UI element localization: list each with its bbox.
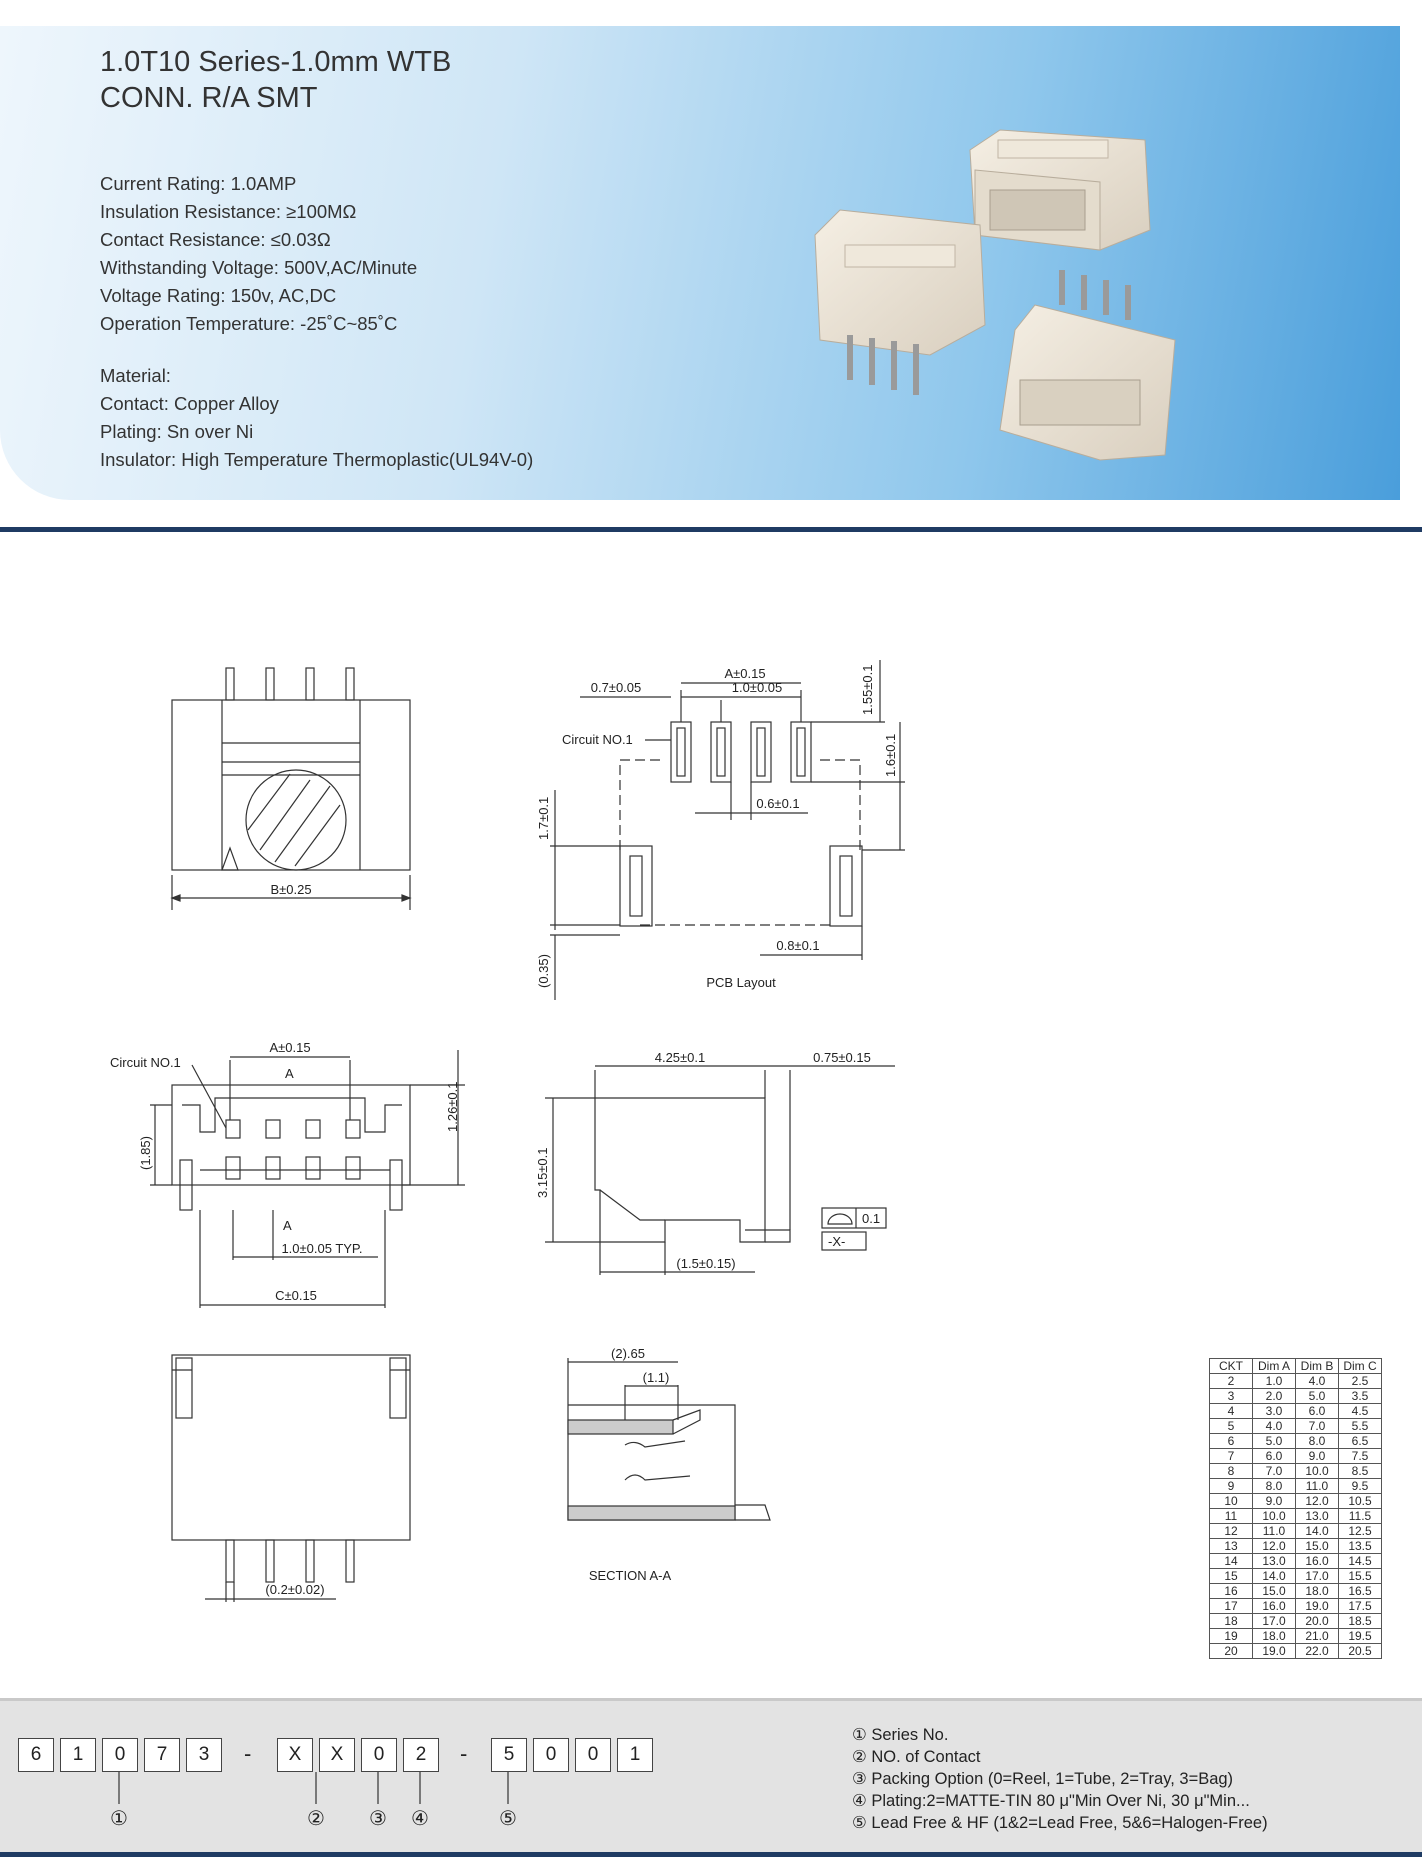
table-cell: 3.0 — [1253, 1404, 1296, 1419]
dimension-table-row — [1210, 1374, 1382, 1389]
datum-x: -X- — [828, 1234, 846, 1249]
table-cell: 11.0 — [1253, 1524, 1296, 1539]
front-pitch-typ: 1.0±0.05 TYP. — [281, 1241, 363, 1256]
table-cell: 5.0 — [1253, 1434, 1296, 1449]
marker-1: ① — [110, 1808, 128, 1830]
dimension-table-row — [1210, 1449, 1382, 1464]
table-cell: 11.0 — [1296, 1479, 1339, 1494]
table-cell: 7.0 — [1253, 1464, 1296, 1479]
table-cell: 14.0 — [1253, 1569, 1296, 1584]
table-cell: 6.5 — [1339, 1434, 1382, 1449]
pcb-slot-width: 0.6±0.1 — [756, 796, 800, 811]
table-cell: 8 — [1210, 1464, 1253, 1479]
dim-b-label: B±0.25 — [270, 882, 312, 897]
table-cell: 6.0 — [1253, 1449, 1296, 1464]
dimension-table — [1209, 1358, 1382, 1659]
side-dim-315: 3.15±0.1 — [535, 1147, 550, 1198]
table-cell: 19 — [1210, 1629, 1253, 1644]
side-dim-15: (1.5±0.15) — [676, 1256, 736, 1271]
dimension-table-row — [1210, 1599, 1382, 1614]
title-line-1: 1.0T10 Series-1.0mm WTB — [100, 46, 452, 78]
dimension-table-row — [1210, 1644, 1382, 1659]
table-cell: 12.0 — [1253, 1539, 1296, 1554]
spec-voltage: Voltage Rating: 150v, AC,DC — [100, 285, 337, 306]
table-cell: 9.0 — [1296, 1449, 1339, 1464]
dimension-table-row — [1210, 1479, 1382, 1494]
pcb-dim-a: A±0.15 — [724, 666, 766, 681]
table-cell: 17.0 — [1296, 1569, 1339, 1584]
table-cell: 5.0 — [1296, 1389, 1339, 1404]
table-cell: 20 — [1210, 1644, 1253, 1659]
table-cell: 12.0 — [1296, 1494, 1339, 1509]
section-a-a-view — [568, 1346, 770, 1583]
section-caption: SECTION A-A — [588, 1568, 672, 1583]
page-title — [100, 44, 451, 116]
table-cell: 5 — [1210, 1419, 1253, 1434]
table-cell: 6 — [1210, 1434, 1253, 1449]
legend-item: ③ Packing Option (0=Reel, 1=Tube, 2=Tray, 3=Bag) — [852, 1770, 1234, 1788]
table-cell: 21.0 — [1296, 1629, 1339, 1644]
pn-digit: X — [277, 1738, 313, 1772]
top-view — [172, 668, 410, 910]
pn-digit: 6 — [18, 1738, 54, 1772]
material-insulator: Insulator: High Temperature Thermoplastic(UL94V-0) — [100, 449, 534, 470]
legend-item: ① Series No. — [852, 1726, 949, 1744]
pn-digit: 7 — [144, 1738, 180, 1772]
dimension-table-row — [1210, 1614, 1382, 1629]
front-view — [110, 1040, 465, 1308]
table-cell: 7.0 — [1296, 1419, 1339, 1434]
table-cell: 3.5 — [1339, 1389, 1382, 1404]
header-dim-a: Dim A — [1253, 1359, 1296, 1374]
table-cell: 8.0 — [1296, 1434, 1339, 1449]
table-cell: 14.0 — [1296, 1524, 1339, 1539]
table-cell: 12.5 — [1339, 1524, 1382, 1539]
table-cell: 9 — [1210, 1479, 1253, 1494]
table-cell: 11.5 — [1339, 1509, 1382, 1524]
table-cell: 19.0 — [1296, 1599, 1339, 1614]
table-cell: 4.0 — [1296, 1374, 1339, 1389]
section-mark-bottom: A — [283, 1218, 292, 1233]
table-cell: 20.5 — [1339, 1644, 1382, 1659]
dimension-table-row — [1210, 1389, 1382, 1404]
pn-digit: 0 — [102, 1738, 138, 1772]
tolerance-value: 0.1 — [862, 1211, 881, 1226]
dimension-table-row — [1210, 1554, 1382, 1569]
marker-3: ③ — [369, 1808, 387, 1830]
pcb-pad-width: 0.7±0.05 — [590, 680, 642, 695]
section-mark-top: A — [285, 1066, 294, 1081]
table-cell: 5.5 — [1339, 1419, 1382, 1434]
table-cell: 10.5 — [1339, 1494, 1382, 1509]
connector-photo-1 — [970, 130, 1150, 250]
legend-item: ② NO. of Contact — [852, 1748, 981, 1766]
pn-leader-lines — [0, 1772, 700, 1812]
table-cell: 10 — [1210, 1494, 1253, 1509]
table-cell: 15.0 — [1296, 1539, 1339, 1554]
table-cell: 6.0 — [1296, 1404, 1339, 1419]
front-dim-185: (1.85) — [138, 1136, 153, 1170]
table-cell: 4.0 — [1253, 1419, 1296, 1434]
material-plating: Plating: Sn over Ni — [100, 421, 254, 442]
bottom-dim-pin: (0.2±0.02) — [265, 1582, 325, 1597]
table-cell: 18.5 — [1339, 1614, 1382, 1629]
pcb-layout-caption: PCB Layout — [706, 975, 776, 990]
side-dim-075: 0.75±0.15 — [813, 1050, 871, 1065]
marker-4: ④ — [411, 1808, 429, 1830]
table-cell: 17.0 — [1253, 1614, 1296, 1629]
front-circuit-no1: Circuit NO.1 — [110, 1055, 181, 1070]
section-dim-11: (1.1) — [642, 1370, 670, 1385]
table-cell: 12 — [1210, 1524, 1253, 1539]
pn-dash: - — [460, 1741, 468, 1766]
spec-temperature: Operation Temperature: -25˚C~85˚C — [100, 313, 398, 334]
header-ckt: CKT — [1210, 1359, 1253, 1374]
table-cell: 17.5 — [1339, 1599, 1382, 1614]
spec-list — [100, 170, 417, 338]
legend-item: ④ Plating:2=MATTE-TIN 80 μ"Min Over Ni, 30 μ"Min... — [852, 1792, 1250, 1810]
table-cell: 13.0 — [1253, 1554, 1296, 1569]
title-line-2: CONN. R/A SMT — [100, 82, 318, 114]
table-cell: 18 — [1210, 1614, 1253, 1629]
side-dim-425: 4.25±0.1 — [654, 1050, 706, 1065]
pcb-layout-view — [536, 660, 905, 1000]
dimension-table-row — [1210, 1419, 1382, 1434]
table-cell: 15.5 — [1339, 1569, 1382, 1584]
table-cell: 13.5 — [1339, 1539, 1382, 1554]
dimension-table-row — [1210, 1524, 1382, 1539]
table-cell: 19.0 — [1253, 1644, 1296, 1659]
pcb-pad-length: 1.55±0.1 — [860, 664, 875, 715]
connector-photo-3 — [1000, 270, 1175, 460]
side-view — [535, 1050, 895, 1275]
table-cell: 10.0 — [1253, 1509, 1296, 1524]
table-cell: 9.5 — [1339, 1479, 1382, 1494]
table-cell: 7.5 — [1339, 1449, 1382, 1464]
pn-digit: X — [319, 1738, 355, 1772]
table-cell: 8.5 — [1339, 1464, 1382, 1479]
table-cell: 7 — [1210, 1449, 1253, 1464]
front-dim-a: A±0.15 — [269, 1040, 311, 1055]
pcb-circuit-no1: Circuit NO.1 — [562, 732, 633, 747]
table-cell: 13.0 — [1296, 1509, 1339, 1524]
section-dim-265: (2).65 — [611, 1346, 645, 1361]
connector-photo-2 — [815, 210, 985, 395]
material-contact: Contact: Copper Alloy — [100, 393, 279, 414]
table-cell: 8.0 — [1253, 1479, 1296, 1494]
dimension-table-row — [1210, 1434, 1382, 1449]
dimension-table-header — [1210, 1359, 1382, 1374]
table-cell: 4.5 — [1339, 1404, 1382, 1419]
table-cell: 18.0 — [1296, 1584, 1339, 1599]
material-heading: Material: — [100, 365, 171, 386]
pn-digit: 0 — [533, 1738, 569, 1772]
pn-digit: 0 — [575, 1738, 611, 1772]
spec-insulation: Insulation Resistance: ≥100MΩ — [100, 201, 357, 222]
table-cell: 2 — [1210, 1374, 1253, 1389]
table-cell: 4 — [1210, 1404, 1253, 1419]
header-dim-b: Dim B — [1296, 1359, 1339, 1374]
table-cell: 20.0 — [1296, 1614, 1339, 1629]
table-cell: 18.0 — [1253, 1629, 1296, 1644]
front-dim-126: 1.26±0.1 — [445, 1081, 460, 1132]
legend-item: ⑤ Lead Free & HF (1&2=Lead Free, 5&6=Halogen-Free) — [852, 1814, 1268, 1832]
table-cell: 3 — [1210, 1389, 1253, 1404]
pn-dash: - — [244, 1741, 252, 1766]
marker-2: ② — [307, 1808, 325, 1830]
pn-digit: 1 — [617, 1738, 653, 1772]
pcb-dim-08: 0.8±0.1 — [776, 938, 820, 953]
dimension-table-row — [1210, 1539, 1382, 1554]
dimension-table-row — [1210, 1584, 1382, 1599]
pcb-pitch: 1.0±0.05 — [731, 680, 783, 695]
table-cell: 16.0 — [1296, 1554, 1339, 1569]
table-cell: 16.5 — [1339, 1584, 1382, 1599]
table-cell: 1.0 — [1253, 1374, 1296, 1389]
table-cell: 10.0 — [1296, 1464, 1339, 1479]
header-dim-c: Dim C — [1339, 1359, 1382, 1374]
pn-digit: 1 — [60, 1738, 96, 1772]
dimension-table-row — [1210, 1404, 1382, 1419]
product-photo — [800, 110, 1180, 470]
table-cell: 13 — [1210, 1539, 1253, 1554]
table-cell: 15 — [1210, 1569, 1253, 1584]
part-number-legend — [852, 1724, 1268, 1834]
marker-5: ⑤ — [499, 1808, 517, 1830]
front-dim-c: C±0.15 — [275, 1288, 317, 1303]
table-cell: 19.5 — [1339, 1629, 1382, 1644]
table-cell: 2.0 — [1253, 1389, 1296, 1404]
spec-withstanding: Withstanding Voltage: 500V,AC/Minute — [100, 257, 418, 278]
table-cell: 16.0 — [1253, 1599, 1296, 1614]
table-cell: 15.0 — [1253, 1584, 1296, 1599]
table-cell: 14 — [1210, 1554, 1253, 1569]
pn-digit: 5 — [491, 1738, 527, 1772]
dimension-table-row — [1210, 1509, 1382, 1524]
pn-digit: 2 — [403, 1738, 439, 1772]
dimension-table-row — [1210, 1629, 1382, 1644]
spec-current: Current Rating: 1.0AMP — [100, 173, 297, 194]
spec-contact: Contact Resistance: ≤0.03Ω — [100, 229, 331, 250]
dimension-table-row — [1210, 1569, 1382, 1584]
table-cell: 17 — [1210, 1599, 1253, 1614]
footer-divider — [0, 1852, 1422, 1857]
table-cell: 16 — [1210, 1584, 1253, 1599]
pcb-dim-17: 1.7±0.1 — [536, 796, 551, 840]
bottom-view — [172, 1355, 410, 1602]
pcb-dim-035: (0.35) — [536, 954, 551, 988]
dimension-table-row — [1210, 1464, 1382, 1479]
table-cell: 2.5 — [1339, 1374, 1382, 1389]
pcb-pad-offset: 1.6±0.1 — [883, 733, 898, 777]
table-cell: 11 — [1210, 1509, 1253, 1524]
table-cell: 14.5 — [1339, 1554, 1382, 1569]
dimension-table-row — [1210, 1494, 1382, 1509]
pn-digit: 3 — [186, 1738, 222, 1772]
material-list — [100, 362, 533, 474]
pn-digit: 0 — [361, 1738, 397, 1772]
table-cell: 9.0 — [1253, 1494, 1296, 1509]
table-cell: 22.0 — [1296, 1644, 1339, 1659]
